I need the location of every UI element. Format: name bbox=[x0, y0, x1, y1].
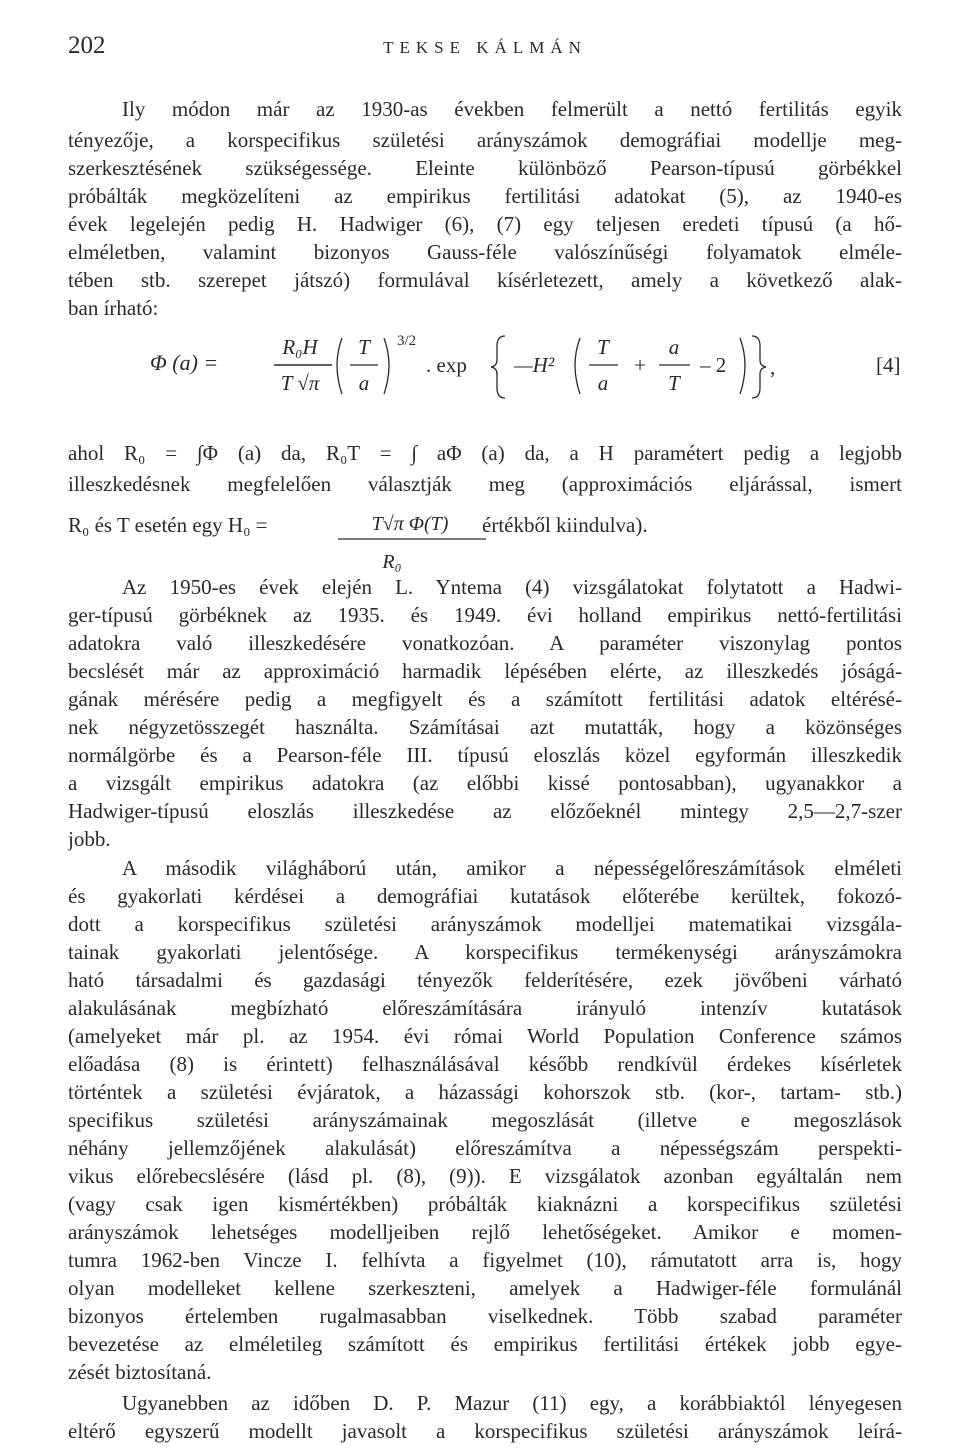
text-line: Ily módon már az 1930-as években felmerült a nettó fertilitás egyik bbox=[122, 97, 902, 121]
text-line: Hadwiger-típusú eloszlás illeszkedése az előzőeknél mintegy 2,5—2,7-szer bbox=[68, 799, 902, 823]
explanation-line: értékből kiindulva). bbox=[482, 513, 648, 537]
text-line: Ugyanebben az időben D. P. Mazur (11) egy, a korábbiaktól lényegesen bbox=[122, 1391, 902, 1415]
text-line: gának mérésére pedig a megfigyelt és a számított fertilitási adatok eltérésé- bbox=[68, 687, 902, 711]
left-brace bbox=[491, 336, 505, 398]
formula-comma: , bbox=[770, 355, 776, 379]
explanation-line: illeszkedésnek megfelelően választják meg (approximációs eljárással, ismert bbox=[68, 472, 902, 496]
text-line: tainak gyakorlati jelentősége. A korspecifikus termékenységi arányszámokra bbox=[68, 940, 902, 964]
text-line: olyan modelleket kellene szerkeszteni, amelyek a Hadwiger-féle formulánál bbox=[68, 1276, 902, 1300]
explanation-line: ahol R₀ = ∫Φ (a) da, R₀T = ∫ aΦ (a) da, a H paramétert pedig a legjobb bbox=[68, 441, 903, 465]
paren-numerator: T bbox=[358, 335, 370, 359]
text-line: ger-típusú görbéknek az 1935. és 1949. évi holland empirikus nettó-fertilitási bbox=[68, 603, 902, 627]
h0-denominator: R₀ bbox=[382, 551, 402, 573]
explanation-line: R₀ és T esetén egy H₀ = bbox=[68, 513, 268, 537]
text-line: zését biztosítaná. bbox=[68, 1360, 212, 1384]
right-paren bbox=[384, 338, 389, 394]
inner-numerator-a: a bbox=[668, 335, 680, 359]
formula-explanation bbox=[68, 440, 903, 573]
text-line: próbálták megközelíteni az empirikus fertilitási adatokat (5), az 1940-es bbox=[68, 184, 902, 208]
text-line: nek négyzetösszegét használta. Számításai azt mutatták, hogy a közönséges bbox=[68, 715, 902, 739]
text-line: alakulásának megbízható előreszámítására irányuló intenzív kutatások bbox=[68, 996, 902, 1020]
text-line: jobb. bbox=[68, 827, 111, 851]
page-header bbox=[68, 30, 902, 66]
text-line: eltérő egyszerű modellt javasolt a korspecifikus születési arányszámok leírá- bbox=[68, 1419, 902, 1443]
plus-sign: + bbox=[634, 353, 646, 377]
equation-number: [4] bbox=[876, 353, 901, 377]
page-number: 202 bbox=[68, 32, 106, 59]
formula-exponent: 3/2 bbox=[397, 333, 417, 349]
text-line: vikus előrebecslésére (lásd pl. (8), (9)). E vizsgálatok azonban egyáltalán nem bbox=[68, 1164, 902, 1188]
left-paren bbox=[337, 338, 342, 394]
inner-denominator-t: T bbox=[668, 371, 680, 395]
text-line: előadása (8) is érintett) felhasználásával később rendkívül érdekes kísérletek bbox=[68, 1052, 902, 1076]
text-line: normálgörbe és a Pearson-féle III. típusú eloszlás közel egyformán illeszkedik bbox=[68, 743, 902, 767]
text-line: bevezetése az elméletileg számított és empirikus fertilitási értékek jobb egye- bbox=[68, 1332, 902, 1356]
text-line: bizonyos értelemben rugalmasabban viselkednek. Több szabad paraméter bbox=[68, 1304, 902, 1328]
text-line: néhány jellemzőjének alakulását) előreszámítva a népességszám perspekti- bbox=[68, 1136, 902, 1160]
text-line: becslését már az approximáció harmadik lépésében elérte, az illeszkedés jóságá- bbox=[68, 659, 902, 683]
text-line: elméletben, valamint bizonyos Gauss-féle valószínűségi folyamatok elméle- bbox=[68, 240, 902, 264]
paren-denominator: a bbox=[358, 371, 370, 395]
text-line: arányszámok lehetséges modelljeiben rejlő lehetőségeket. Amikor e momen- bbox=[68, 1220, 902, 1244]
text-line: évek legelején pedig H. Hadwiger (6), (7) egy teljesen eredeti típusú (a hő- bbox=[68, 212, 902, 236]
text-line: (amelyeket már pl. az 1954. évi római World Population Conference számos bbox=[68, 1024, 902, 1048]
text-line: ban írható: bbox=[68, 296, 159, 320]
text-line: tényezője, a korspecifikus születési arányszámok demográfiai modellje meg- bbox=[68, 128, 902, 152]
hadwiger-formula bbox=[0, 318, 960, 438]
inner-denominator-a: a bbox=[597, 371, 609, 395]
text-line: specifikus születési arányszámainak megoszlását (illetve e megoszlások bbox=[68, 1108, 902, 1132]
formula-denominator: T √π bbox=[280, 371, 320, 395]
running-head: TEKSE KÁLMÁN bbox=[383, 38, 587, 57]
right-brace bbox=[752, 336, 766, 398]
text-line: (vagy csak igen kismértékben) próbálták kiaknázni a korspecifikus születési bbox=[68, 1192, 902, 1216]
text-line: dott a korspecifikus születési arányszámok modelljei matematikai vizsgála- bbox=[68, 912, 902, 936]
text-line: a vizsgált empirikus adatokra (az előbbi kissé pontosabban), ugyanakkor a bbox=[68, 771, 902, 795]
text-line: A második világháború után, amikor a népességelőreszámítások elméleti bbox=[122, 856, 902, 880]
formula-numerator: R₀H bbox=[282, 335, 318, 359]
minus-h-squared: —H² bbox=[514, 353, 555, 377]
exp-label: . exp bbox=[426, 353, 467, 377]
formula-lhs: Φ (a) = bbox=[150, 350, 219, 375]
text-line: szerkesztésének szükségessége. Eleinte különböző Pearson-típusú görbékkel bbox=[68, 156, 902, 180]
left-paren bbox=[575, 338, 580, 394]
h0-numerator: T√π Φ(T) bbox=[371, 513, 449, 535]
text-line: és gyakorlati kérdései a demográfiai kutatások előterébe kerültek, fokozó- bbox=[68, 884, 902, 908]
text-line: adatokra való illeszkedésére vonatkozóan. A paraméter viszonylag pontos bbox=[68, 631, 902, 655]
text-line: tében stb. szerepet játszó) formulával kísérletezett, amely a következő alak- bbox=[68, 268, 902, 292]
minus-two: – 2 bbox=[700, 353, 727, 377]
text-line: tumra 1962-ben Vincze I. felhívta a figyelmet (10), rámutatott arra is, hogy bbox=[68, 1248, 902, 1272]
text-line: ható társadalmi és gazdasági tényezők felderítésére, ezek jövőbeni várható bbox=[68, 968, 902, 992]
inner-numerator-t: T bbox=[597, 335, 609, 359]
text-line: történtek a születési évjáratok, a házassági kohorszok stb. (kor-, tartam- stb.) bbox=[68, 1080, 902, 1104]
right-paren bbox=[740, 338, 745, 394]
text-line: Az 1950-es évek elején L. Yntema (4) vizsgálatokat folytatott a Hadwi- bbox=[122, 575, 902, 599]
